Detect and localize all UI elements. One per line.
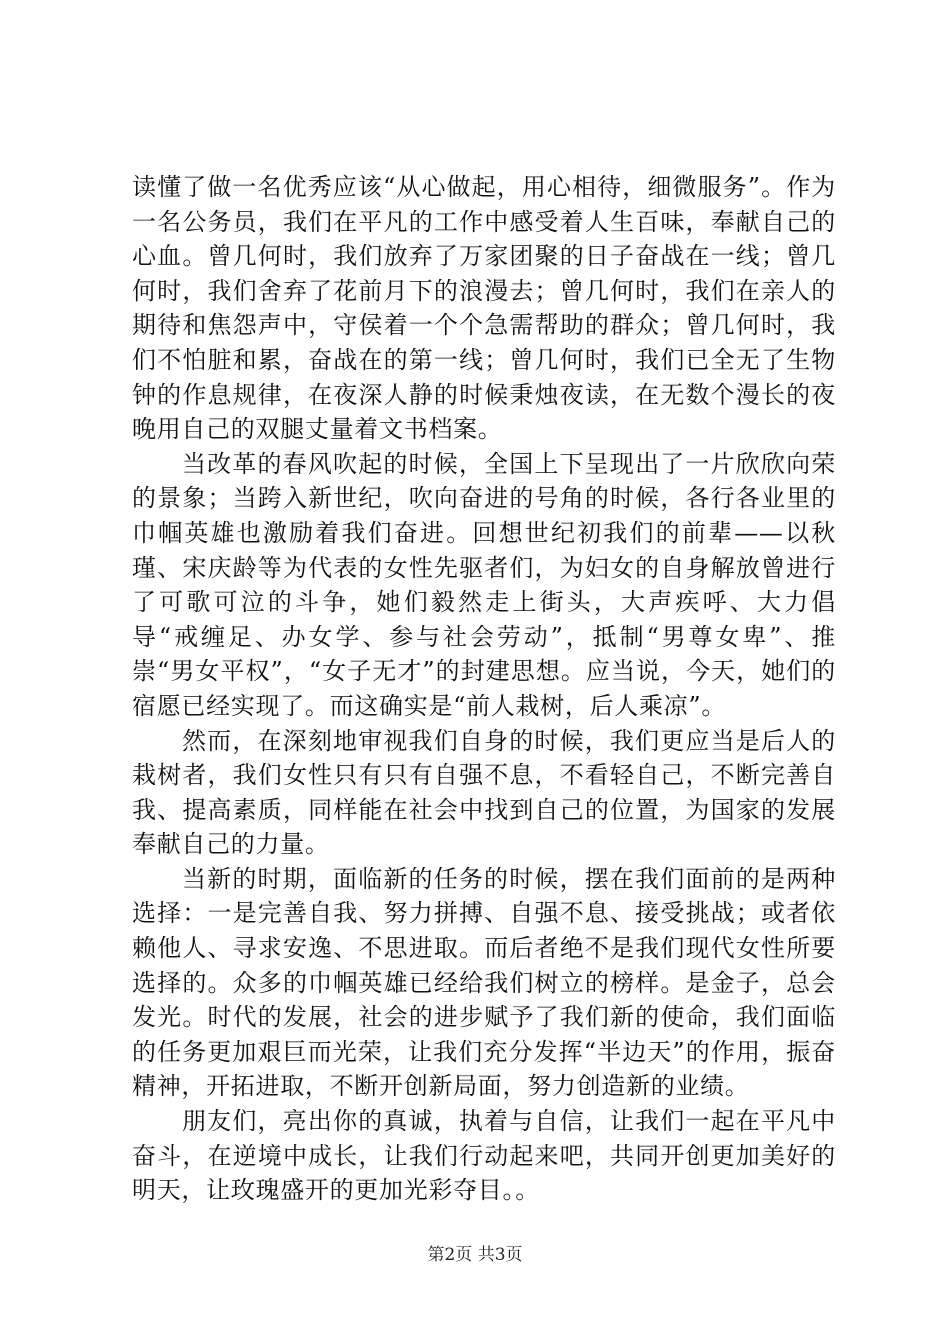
page-footer [0, 1243, 950, 1267]
page-number-label: 第2页 共3页 [427, 1245, 523, 1265]
body-text [132, 170, 836, 1208]
paragraph-1: 读懂了做一名优秀应该“从心做起，用心相待，细微服务”。作为一名公务员，我们在平凡的工作中感受着人生百味，奉献自己的心血。曾几何时，我们放弃了万家团聚的日子奋战在一线；曾几何时，我们舍弃了花前月下的浪漫去；曾几何时，我们在亲人的期待和焦怨声中，守侯着一个个急需帮助的群众；曾几何时，我们不怕脏和累，奋战在的第一线；曾几何时，我们已全无了生物钟的作息规律，在夜深人静的时候秉烛夜读，在无数个漫长的夜晚用自己的双腿丈量着文书档案。 [132, 173, 836, 444]
paragraph-4: 当新的时期，面临新的任务的时候，摆在我们面前的是两种选择：一是完善自我、努力拼搏、自强不息、接受挑战；或者依赖他人、寻求安逸、不思进取。而后者绝不是我们现代女性所要选择的。众多的巾帼英雄已经给我们树立的榜样。是金子，总会发光。时代的发展，社会的进步赋予了我们新的使命，我们面临的任务更加艰巨而光荣，让我们充分发挥“半边天”的作用，振奋精神，开拓进取，不断开创新局面，努力创造新的业绩。 [132, 864, 836, 1101]
paragraph-2: 当改革的春风吹起的时候，全国上下呈现出了一片欣欣向荣的景象；当跨入新世纪，吹向奋进的号角的时候，各行各业里的巾帼英雄也激励着我们奋进。回想世纪初我们的前辈——以秋瑾、宋庆龄等为代表的女性先驱者们，为妇女的自身解放曾进行了可歌可泣的斗争，她们毅然走上街头，大声疾呼、大力倡导“戒缠足、办女学、参与社会劳动”，抵制“男尊女卑”、推崇“男女平权”，“女子无才”的封建思想。应当说，今天，她们的宿愿已经实现了。而这确实是“前人栽树，后人乘凉”。 [132, 449, 836, 720]
paragraph-3: 然而，在深刻地审视我们自身的时候，我们更应当是后人的栽树者，我们女性只有只有自强不息，不看轻自己，不断完善自我、提高素质，同样能在社会中找到自己的位置，为国家的发展奉献自己的力量。 [132, 726, 836, 859]
paragraph-5: 朋友们，亮出你的真诚，执着与自信，让我们一起在平凡中奋斗，在逆境中成长，让我们行动起来吧，共同开创更加美好的明天，让玫瑰盛开的更加光彩夺目。。 [132, 1107, 836, 1205]
